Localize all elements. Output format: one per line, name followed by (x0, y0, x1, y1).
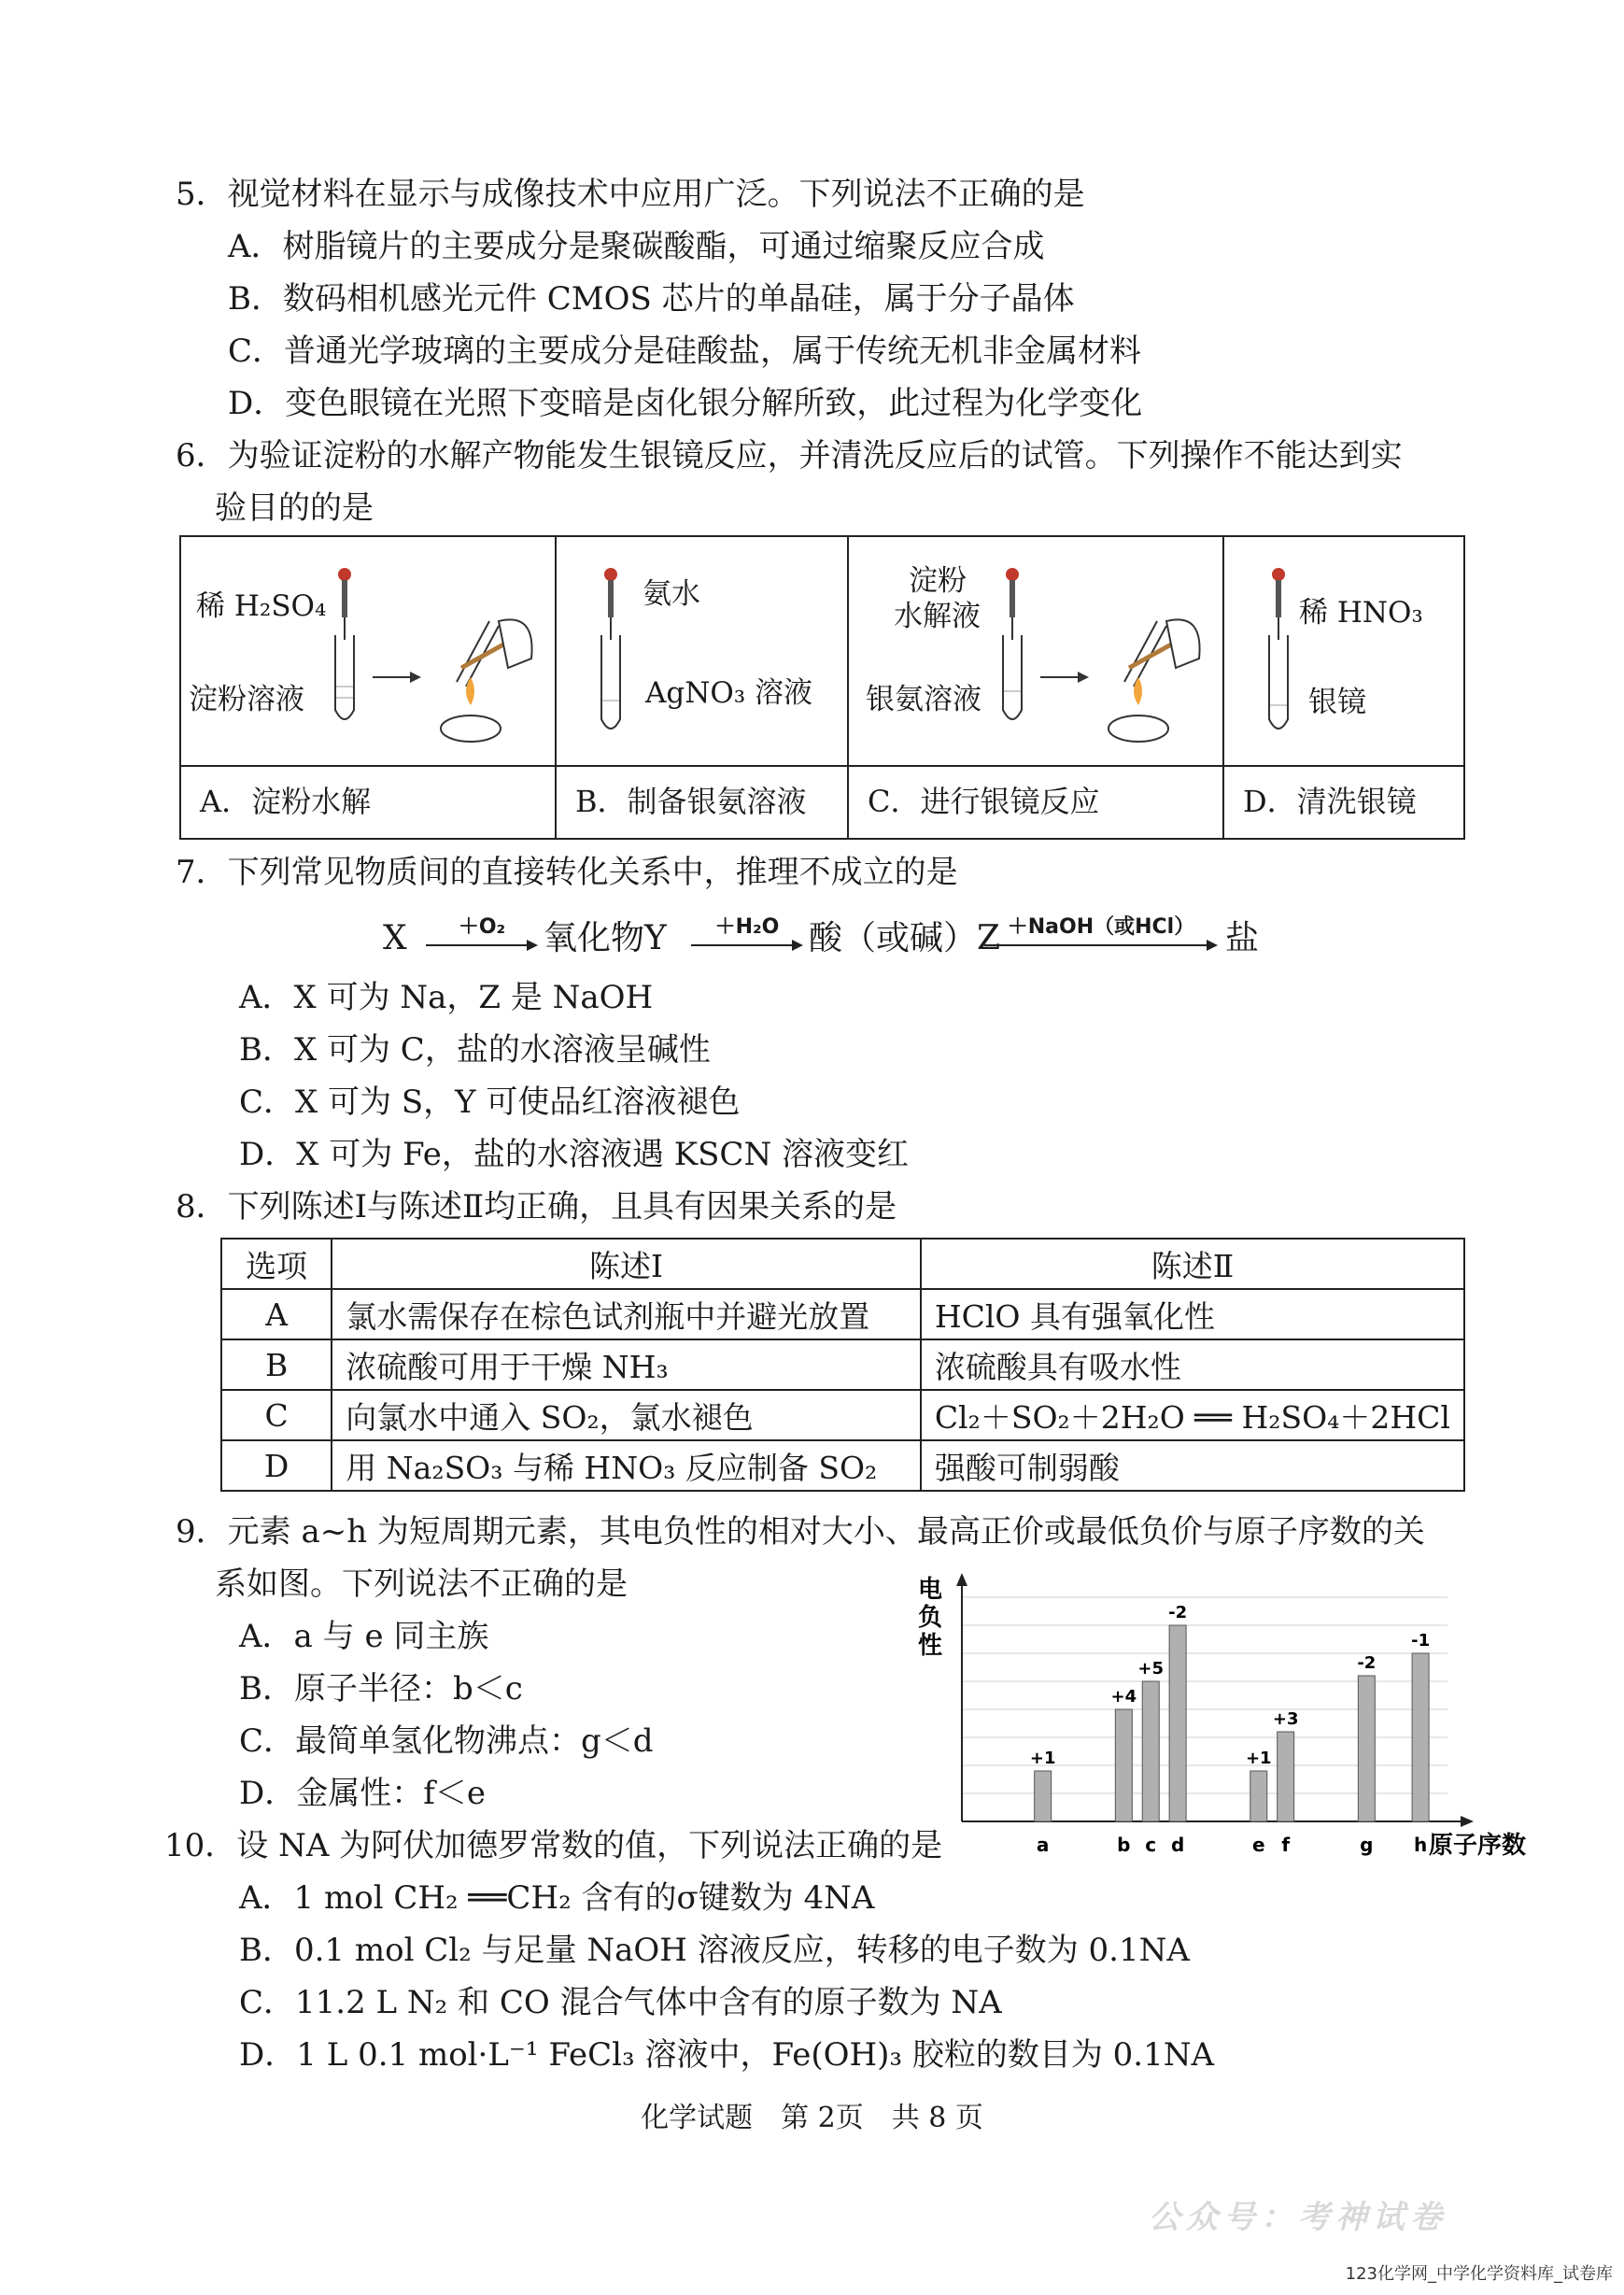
q6-b-label-top: 氨水 (643, 577, 700, 611)
table-header-cell: 陈述Ⅰ (332, 1239, 921, 1289)
q6-b-label-bottom: AgNO₃ 溶液 (645, 676, 813, 710)
x-tick-label-c: c (1145, 1834, 1157, 1856)
table-cell: Cl₂＋SO₂＋2H₂O ══ H₂SO₄＋2HCl (921, 1390, 1464, 1440)
q7-arrow-2: ＋H₂O (691, 911, 803, 957)
bar-label-f: +3 (1272, 1709, 1299, 1729)
x-tick-label-e: e (1251, 1834, 1265, 1856)
electronegativity-chart (897, 1569, 1527, 1868)
q9-option-c: C．最简单氢化物沸点：g＜d (239, 1722, 654, 1760)
x-tick-label-g: g (1360, 1834, 1374, 1856)
table-header-row (221, 1239, 1464, 1289)
table-cell: D (221, 1440, 332, 1491)
q6-c-label-top1: 淀粉 (909, 564, 967, 598)
q8-statement-table (220, 1238, 1465, 1492)
q6-d-label-top: 稀 HNO₃ (1299, 596, 1423, 630)
q7-chain-oxide: 氧化物Y (544, 919, 667, 957)
bar-b (1115, 1709, 1132, 1821)
table-cell: 氯水需保存在棕色试剂瓶中并避光放置 (332, 1289, 921, 1339)
table-cell: 强酸可制弱酸 (921, 1440, 1464, 1491)
table-cell: C (221, 1390, 332, 1440)
x-tick-label-a: a (1036, 1834, 1050, 1856)
bar-c (1142, 1681, 1159, 1821)
q7-option-c: C．X 可为 S，Y 可使品红溶液褪色 (239, 1084, 741, 1121)
arrow-right-icon (691, 939, 803, 952)
q5-option-a: A．树脂镜片的主要成分是聚碳酸酯，可通过缩聚反应合成 (228, 228, 1045, 265)
q7-stem: 7．下列常见物质间的直接转化关系中，推理不成立的是 (176, 854, 958, 891)
q5-option-b: B．数码相机感光元件 CMOS 芯片的单晶硅，属于分子晶体 (228, 280, 1075, 318)
q10-option-b: B．0.1 mol Cl₂ 与足量 NaOH 溶液反应，转移的电子数为 0.1NA (239, 1932, 1190, 1969)
q6-panel-d (1224, 537, 1465, 840)
table-cell: B (221, 1339, 332, 1390)
bar-f (1278, 1732, 1294, 1821)
q6-panel-c (849, 537, 1224, 840)
q9-option-a: A．a 与 e 同主族 (239, 1618, 489, 1655)
q6-c-label-bottom: 银氨溶液 (866, 683, 981, 716)
bar-d (1169, 1625, 1186, 1821)
q7-arrow-3: ＋NaOH（或HCl） (984, 911, 1218, 957)
q9-option-d: D．金属性：f＜e (239, 1775, 486, 1812)
q6-apparatus-table (179, 535, 1465, 840)
table-cell: A (221, 1289, 332, 1339)
q6-d-label-bottom: 银镜 (1308, 686, 1366, 719)
silver-ammonia-prep-icon (557, 537, 847, 765)
q7-option-d: D．X 可为 Fe，盐的水溶液遇 KSCN 溶液变红 (239, 1136, 910, 1173)
q7-arrow-1: ＋O₂ (426, 911, 538, 957)
x-tick-label-f: f (1281, 1834, 1291, 1856)
q6-panel-a (181, 537, 557, 840)
q6-c-label-top2: 水解液 (894, 600, 981, 633)
table-header-cell: 陈述Ⅱ (921, 1239, 1464, 1289)
q6-c-caption: C．进行银镜反应 (868, 784, 1100, 819)
y-axis-label: 性 (917, 1632, 943, 1660)
bar-label-g: -2 (1357, 1653, 1377, 1673)
table-row (221, 1289, 1464, 1339)
table-cell: HClO 具有强氧化性 (921, 1289, 1464, 1339)
table-cell: 向氯水中通入 SO₂，氯水褪色 (332, 1390, 921, 1440)
q6-a-label-bottom: 淀粉溶液 (189, 683, 304, 716)
y-axis-label: 负 (917, 1604, 943, 1632)
q6-panel-b (557, 537, 849, 840)
table-cell: 浓硫酸具有吸水性 (921, 1339, 1464, 1390)
q10-stem: 10．设 NA 为阿伏加德罗常数的值，下列说法正确的是 (164, 1827, 943, 1864)
x-tick-label-h: h (1413, 1834, 1428, 1856)
bar-e (1250, 1771, 1267, 1821)
table-header-cell: 选项 (221, 1239, 332, 1289)
table-cell: 用 Na₂SO₃ 与稀 HNO₃ 反应制备 SO₂ (332, 1440, 921, 1491)
q7-chain-acid: 酸（或碱）Z (809, 919, 1001, 957)
bar-label-h: -1 (1411, 1631, 1431, 1650)
arrow-right-icon (984, 939, 1218, 952)
q7-option-b: B．X 可为 C，盐的水溶液呈碱性 (239, 1031, 711, 1069)
q6-d-caption: D．清洗银镜 (1243, 784, 1417, 819)
q6-stem-line2: 验目的的是 (215, 489, 374, 527)
bar-label-d: -2 (1168, 1603, 1188, 1622)
bar-h (1412, 1653, 1429, 1821)
page-footer: 化学试题 第 2页 共 8 页 (641, 2102, 983, 2134)
table-cell: 浓硫酸可用于干燥 NH₃ (332, 1339, 921, 1390)
q7-chain-x: X (383, 919, 407, 957)
table-row (221, 1440, 1464, 1491)
arrow-right-icon (426, 939, 538, 952)
q9-stem-line1: 9．元素 a~h 为短周期元素，其电负性的相对大小、最高正价或最低负价与原子序数的关 (176, 1513, 1425, 1551)
q9-stem-line2: 系如图。下列说法不正确的是 (215, 1565, 628, 1603)
q10-option-c: C．11.2 L N₂ 和 CO 混合气体中含有的原子数为 NA (239, 1984, 1002, 2021)
silver-mirror-reaction-apparatus-icon (849, 537, 1222, 765)
source-tag: 123化学网_中学化学资料库_试卷库 (1345, 2264, 1613, 2284)
y-axis-arrow-icon (956, 1573, 967, 1586)
q5-stem: 5．视觉材料在显示与成像技术中应用广泛。下列说法不正确的是 (176, 176, 1085, 213)
watermark: 公众号：考神试卷 (1149, 2199, 1447, 2236)
bar-label-c: +5 (1137, 1659, 1165, 1679)
table-row (221, 1390, 1464, 1440)
bar-g (1358, 1676, 1375, 1821)
y-axis-label: 电 (917, 1576, 943, 1604)
q7-conversion-chain (383, 911, 1270, 967)
silver-mirror-cleaning-icon (1224, 537, 1465, 765)
q6-stem-line1: 6．为验证淀粉的水解产物能发生银镜反应，并清洗反应后的试管。下列操作不能达到实 (176, 437, 1403, 475)
q10-option-a: A．1 mol CH₂ ══CH₂ 含有的σ键数为 4NA (239, 1879, 875, 1917)
q9-option-b: B．原子半径：b＜c (239, 1670, 523, 1707)
q5-option-d: D．变色眼镜在光照下变暗是卤化银分解所致，此过程为化学变化 (228, 385, 1143, 422)
bar-label-e: +1 (1245, 1749, 1272, 1768)
q6-a-caption: A．淀粉水解 (200, 784, 372, 819)
q10-option-d: D．1 L 0.1 mol·L⁻¹ FeCl₃ 溶液中，Fe(OH)₃ 胶粒的数目为 0.1NA (239, 2036, 1215, 2074)
q6-a-label-top: 稀 H₂SO₄ (196, 589, 327, 623)
x-axis-arrow-icon (1461, 1816, 1474, 1827)
q7-option-a: A．X 可为 Na，Z 是 NaOH (239, 979, 654, 1016)
q6-b-caption: B．制备银氨溶液 (575, 784, 807, 819)
q7-chain-salt: 盐 (1225, 919, 1260, 957)
bar-label-a: +1 (1029, 1749, 1056, 1768)
table-row (221, 1339, 1464, 1390)
q8-stem: 8．下列陈述Ⅰ与陈述Ⅱ均正确，且具有因果关系的是 (176, 1188, 897, 1225)
starch-hydrolysis-apparatus-icon (181, 537, 555, 765)
bar-a (1035, 1771, 1052, 1821)
bar-label-b: +4 (1110, 1687, 1137, 1707)
q5-option-c: C．普通光学玻璃的主要成分是硅酸盐，属于传统无机非金属材料 (228, 333, 1142, 370)
x-tick-label-b: b (1117, 1834, 1131, 1856)
x-axis-label: 原子序数 (1428, 1832, 1527, 1860)
x-tick-label-d: d (1170, 1834, 1185, 1856)
